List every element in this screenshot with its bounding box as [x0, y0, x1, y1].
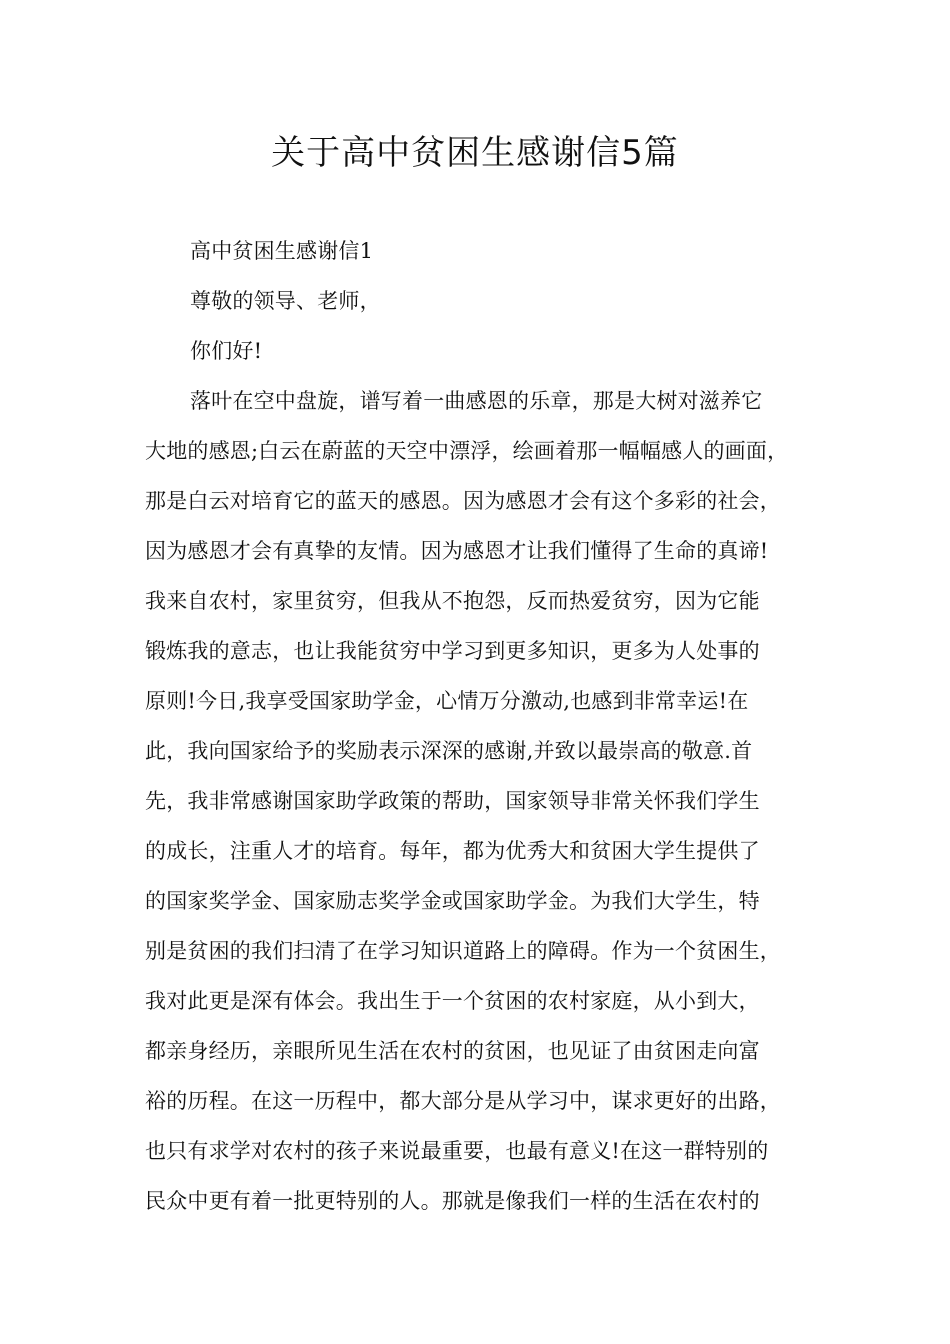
body-line: 锻炼我的意志，也让我能贫穷中学习到更多知识，更多为人处事的 — [145, 639, 760, 663]
body-line: 先，我非常感谢国家助学政策的帮助，国家领导非常关怀我们学生 — [145, 789, 760, 813]
body-line: 原则!今日,我享受国家助学金，心情万分激动,也感到非常幸运!在 — [145, 689, 749, 713]
body-line: 的国家奖学金、国家励志奖学金或国家助学金。为我们大学生，特 — [145, 889, 760, 913]
document-title: 关于高中贫困生感谢信5篇 — [271, 133, 679, 173]
body-line: 此，我向国家给予的奖励表示深深的感谢,并致以最崇高的敬意.首 — [145, 739, 753, 763]
body-line: 的成长，注重人才的培育。每年，都为优秀大和贫困大学生提供了 — [145, 839, 760, 863]
body-line: 裕的历程。在这一历程中，都大部分是从学习中，谋求更好的出路， — [145, 1089, 781, 1113]
body-line: 落叶在空中盘旋，谱写着一曲感恩的乐章，那是大树对滋养它 — [190, 389, 763, 413]
body-line: 我来自农村，家里贫穷，但我从不抱怨，反而热爱贫穷，因为它能 — [145, 589, 760, 613]
body-line: 那是白云对培育它的蓝天的感恩。因为感恩才会有这个多彩的社会， — [145, 489, 781, 513]
section-heading: 高中贫困生感谢信1 — [190, 239, 374, 263]
greeting: 你们好! — [190, 339, 263, 363]
body-line: 别是贫困的我们扫清了在学习知识道路上的障碍。作为一个贫困生， — [145, 939, 781, 963]
body-line: 因为感恩才会有真挚的友情。因为感恩才让我们懂得了生命的真谛! — [145, 539, 769, 563]
body-line: 都亲身经历，亲眼所见生活在农村的贫困，也见证了由贫困走向富 — [145, 1039, 760, 1063]
body-line: 大地的感恩;白云在蔚蓝的天空中漂浮，绘画着那一幅幅感人的画面， — [145, 439, 789, 463]
salutation: 尊敬的领导、老师， — [190, 289, 381, 313]
body-line: 民众中更有着一批更特别的人。那就是像我们一样的生活在农村的 — [145, 1189, 760, 1213]
body-line: 我对此更是深有体会。我出生于一个贫困的农村家庭，从小到大， — [145, 989, 760, 1013]
body-line: 也只有求学对农村的孩子来说最重要，也最有意义!在这一群特别的 — [145, 1139, 769, 1163]
